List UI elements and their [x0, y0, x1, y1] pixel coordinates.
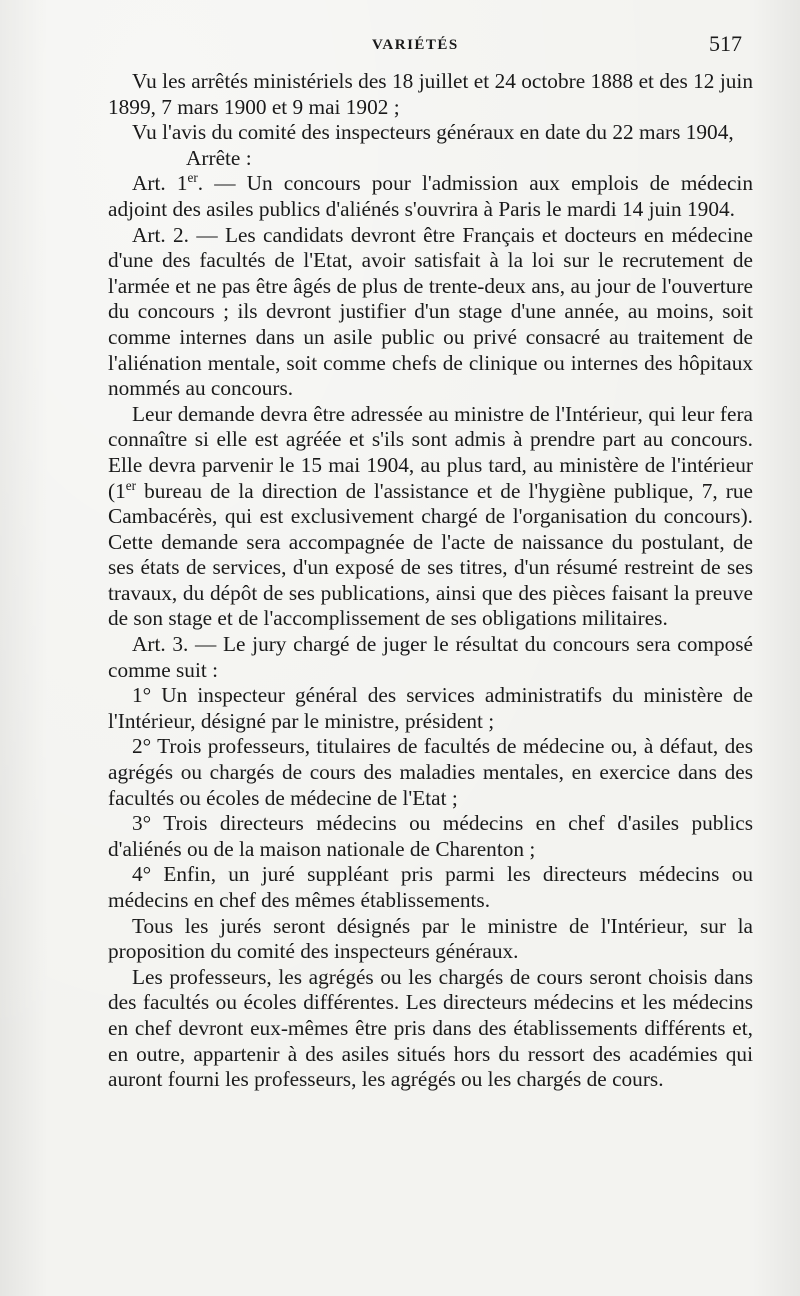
paragraph-jures: Tous les jurés seront désignés par le ministre de l'Intérieur, sur la proposition du comité des inspecteurs généraux.	[108, 913, 753, 964]
paragraph-demande	[108, 402, 753, 632]
jury-item-2: 2° Trois professeurs, titulaires de facultés de médecine ou, à défaut, des agrégés ou chargés de cours des maladies mentales, en exercice dans des facultés ou écoles de médecine de l'Etat ;	[108, 734, 753, 810]
bureau-superscript: er	[125, 477, 136, 493]
paragraph-vu-arretes: Vu les arrêtés ministériels des 18 juillet et 24 octobre 1888 et des 12 juin 1899, 7 mars 1900 et 9 mai 1902 ;	[108, 69, 753, 119]
section-title: VARIÉTÉS	[372, 37, 459, 53]
article-1-prefix: Art. 1	[132, 171, 188, 196]
paragraph-article-1	[108, 171, 753, 222]
running-head	[0, 31, 800, 59]
demande-text-after: bureau de la direction de l'assistance et de l'hygiène publique, 7, rue Cambacérès, qui est exclusivement chargé de l'organisation du concours). Cette demande sera accompagnée de l'acte de naissance du postulant, de ses états de services, d'un exposé de ses titres, d'un résumé restreint de ses travaux, du dépôt de ses publications, ainsi que des pièces faisant la preuve de son stage et de l'accomplissement de ses obligations militaires.	[108, 478, 753, 631]
paragraph-article-2: Art. 2. — Les candidats devront être Français et docteurs en médecine d'une des facultés de l'Etat, avoir satisfait à la loi sur le recrutement de l'armée et ne pas être âgés de plus de trente-deux ans, au jour de l'ouverture du concours ; ils devront justifier d'un stage d'une année, au moins, soit comme internes dans un asile public ou privé consacré au traitement de l'aliénation mentale, soit comme chefs de clinique ou internes des hôpitaux nommés au concours.	[108, 222, 753, 401]
paragraph-vu-avis: Vu l'avis du comité des inspecteurs généraux en date du 22 mars 1904,	[132, 120, 734, 145]
page-number: 517	[709, 31, 742, 56]
demande-text-before: Leur demande devra être adressée au ministre de l'Intérieur, qui leur fera connaître si elle est agréée et s'ils sont admis à prendre part au concours. Elle devra parvenir le 15 mai 1904, au plus tard, au ministère de l'intérieur (1	[108, 401, 753, 503]
jury-item-1: 1° Un inspecteur général des services administratifs du ministère de l'Intérieur, désigné par le ministre, président ;	[108, 683, 753, 733]
body-text	[108, 69, 753, 1093]
article-1-text: . — Un concours pour l'admission aux emplois de médecin adjoint des asiles publics d'aliénés s'ouvrira à Paris le mardi 14 juin 1904.	[108, 171, 753, 221]
jury-item-3: 3° Trois directeurs médecins ou médecins en chef d'asiles publics d'aliénés ou de la maison nationale de Charenton ;	[108, 811, 753, 861]
article-1-superscript: er	[187, 170, 198, 186]
paragraph-professeurs: Les professeurs, les agrégés ou les chargés de cours seront choisis dans des facultés ou écoles différentes. Les directeurs médecins et les médecins en chef devront eux-mêmes être pris dans des établissements différents et, en outre, appartenir à des asiles situés hors du ressort des académies qui auront fourni les professeurs, les agrégés ou les chargés de cours.	[108, 964, 753, 1092]
paragraph-article-3: Art. 3. — Le jury chargé de juger le résultat du concours sera composé comme suit :	[108, 632, 753, 682]
jury-item-4: 4° Enfin, un juré suppléant pris parmi les directeurs médecins ou médecins en chef des mêmes établissements.	[108, 862, 753, 912]
paragraph-arrete: Arrête :	[186, 145, 252, 170]
